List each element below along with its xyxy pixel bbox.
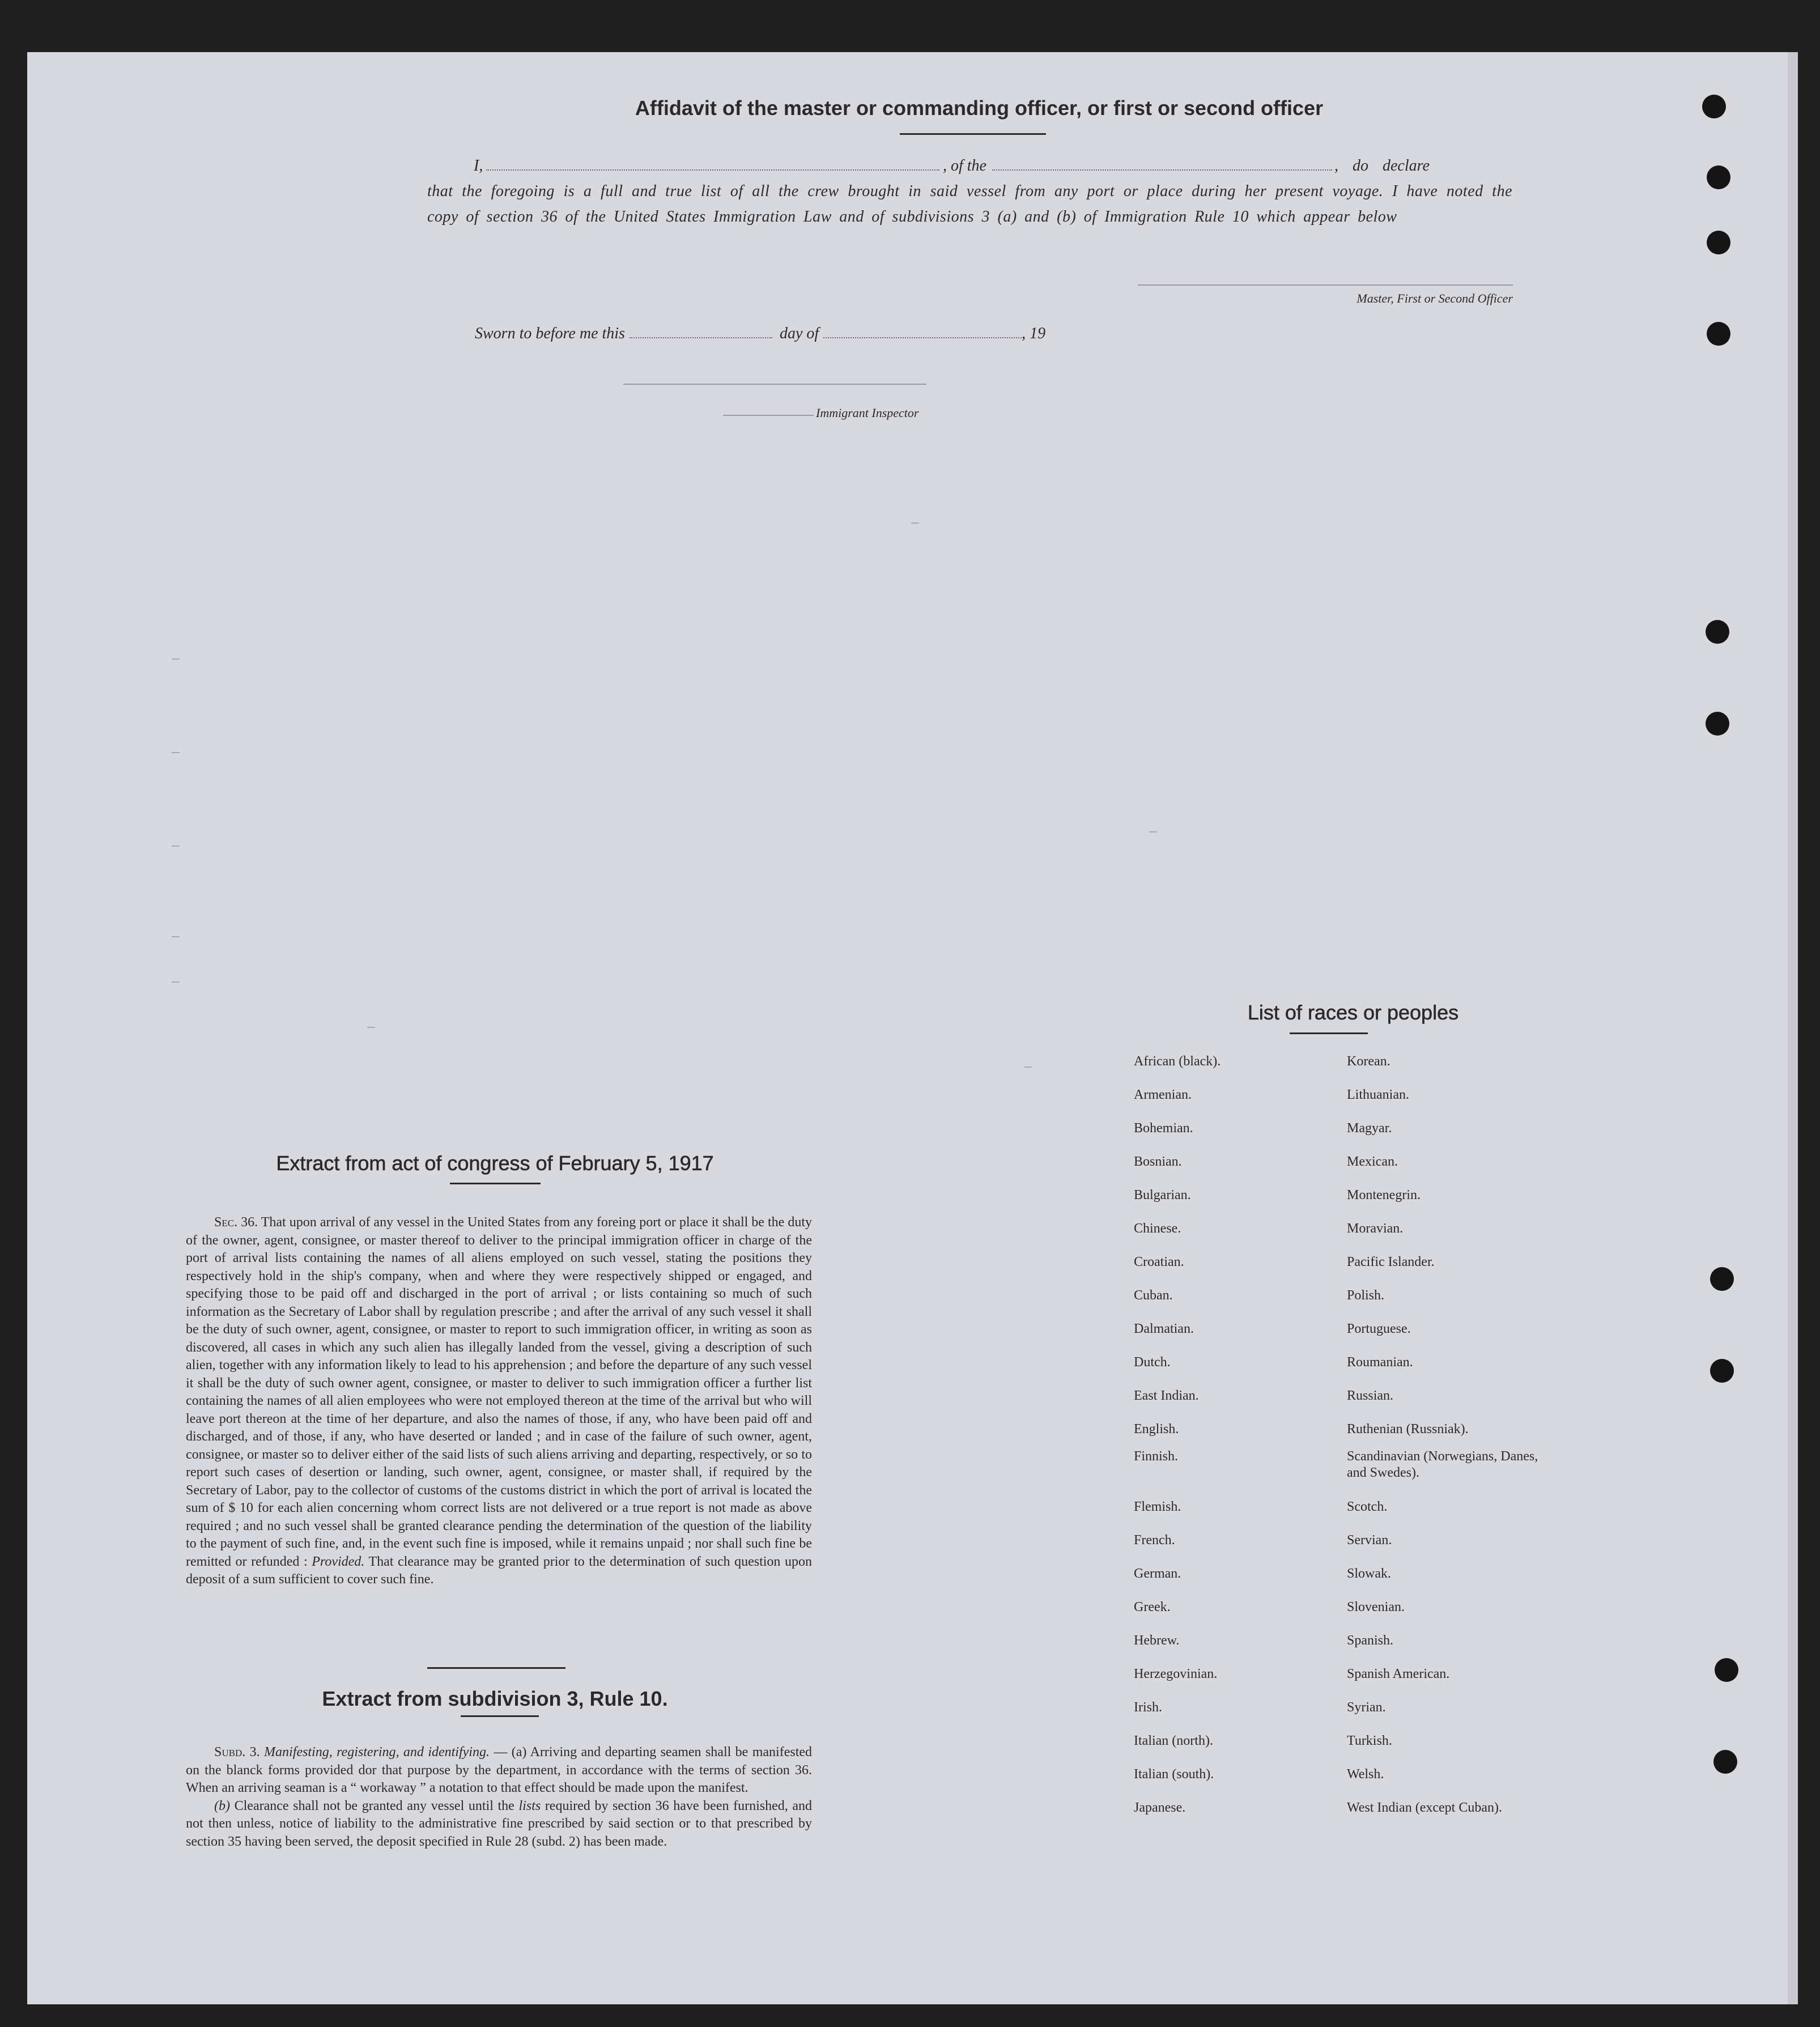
- sworn-month-field[interactable]: [823, 323, 1022, 338]
- section-36-paragraph: [186, 1214, 812, 1589]
- signature-label: Master, First or Second Officer: [1357, 291, 1513, 305]
- para-a-text: Arriving and departing seamen shall be manifested on the blanck forms provided dor that purpose by the department, in accordance with the terms of section 36. When an arriving seaman is a “ workaway ” a notation to that effect should be made upon the manifest.: [186, 1745, 813, 1795]
- margin-speck: [367, 1027, 375, 1028]
- margin-speck: [172, 658, 180, 660]
- race-item: African (black).: [1134, 1054, 1221, 1069]
- provided-word: Provided.: [312, 1554, 365, 1569]
- race-item: Lithuanian.: [1347, 1087, 1409, 1102]
- race-item: Greek.: [1134, 1600, 1171, 1614]
- margin-speck: [172, 752, 180, 753]
- race-item: Ruthenian (Russniak).: [1347, 1422, 1469, 1437]
- sec-36-text-end: That clearance may be granted prior to the determination of such question upon deposit of a sum sufficient to cover such fine.: [186, 1554, 812, 1587]
- margin-speck: [1024, 1066, 1032, 1068]
- sworn-prefix: Sworn to before me this: [475, 325, 625, 343]
- races-left-column: [1134, 1045, 1338, 1825]
- para-a-mark: — (a): [494, 1745, 527, 1760]
- sec-36-text: That upon arrival of any vessel in the United States from any foreing port or place it shall be the duty of the owner, agent, consignee, or master thereof to deliver to the principal immigration officer in charge of the port of arrival lists containing the names of all aliens employed on such vessel, stating the positions they respectively hold in the ship's company, when and where they were respectively shipped or engaged, and specifying those to be paid off and discharged in the port of arrival ; or lists containing so much of such information as the Secretary of Labor shall by regulation prescribe ; and after the arrival of any such vessel it shall be the duty of such owner, agent, consignee, or master to report to such immigration officer, in writing as soon as discovered, all cases in which any such alien has illegally landed from the vessel, giving a description of such alien, together with any information likely to lead to his apprehension ; and before the departure of any such vessel it shall be the duty of such owner agent, consignee, or master to deliver to such immigration officer a further list containing the names of all alien employees who were not employed thereon at the time of the arrival but who will leave port thereon at the time of her departure, and also the names of those, if any, who have been paid off and discharged, and of those, if any, who have deserted or landed ; and in case of the failure of such owner, agent, consignee, or master so to deliver either of the said lists of such aliens arriving and departing, respectively, or so to report such cases of desertion or landing, such owner, agent, consignee, or master shall, if required by the Secretary of Labor, pay to the collector of customs of the customs district in which the port of arrival is located the sum of $ 10 for each alien concerning whom correct lists are not delivered or a true report is not made as above required ; and no such vessel shall be granted clearance pending the determination of the question of the liability to the payment of such fine, and, in the event such fine is imposed, while it remains unpaid ; nor shall such fine be remitted or refunded :: [186, 1215, 813, 1569]
- para-b-mark: (b): [214, 1798, 230, 1813]
- para-b-post: required by section 36 have been furnished, and not then unless, notice of liability to the administrative fine prescribed by said section or to that prescribed by section 35 having been served, the deposit specified in Rule 28 (subd. 2) has been made.: [186, 1798, 813, 1849]
- race-item: Bulgarian.: [1134, 1188, 1191, 1202]
- margin-speck: [172, 845, 180, 847]
- inspector-signature-line[interactable]: [623, 384, 926, 385]
- rule-extract-title: Extract from subdivision 3, Rule 10.: [322, 1687, 668, 1710]
- vessel-name-field[interactable]: [992, 155, 1332, 171]
- affidavit-declaration-line: [427, 153, 1515, 179]
- race-item: Syrian.: [1347, 1700, 1386, 1715]
- act-extract-title: Extract from act of congress of February 5, 1917: [276, 1151, 714, 1175]
- rule-title-underline: [461, 1715, 539, 1717]
- race-item: French.: [1134, 1533, 1175, 1548]
- race-item: Japanese.: [1134, 1800, 1186, 1815]
- subd-3-paragraph-b: [186, 1797, 812, 1851]
- act-title-underline: [450, 1183, 541, 1184]
- punch-hole: [1715, 1658, 1738, 1682]
- subd-heading: Manifesting, registering, and identifying.: [264, 1745, 490, 1760]
- inspector-short-line: [723, 415, 814, 416]
- race-item: Spanish.: [1347, 1633, 1394, 1648]
- races-title: List of races or peoples: [1247, 1001, 1459, 1024]
- race-item: Italian (north).: [1134, 1733, 1213, 1748]
- race-item: Magyar.: [1347, 1121, 1392, 1136]
- race-item: Russian.: [1347, 1388, 1394, 1403]
- race-item: West Indian (except Cuban).: [1347, 1800, 1502, 1815]
- race-item: Pacific Islander.: [1347, 1255, 1435, 1269]
- race-item: Croatian.: [1134, 1255, 1184, 1269]
- punch-hole: [1707, 231, 1730, 254]
- para-b-lists: lists: [518, 1798, 541, 1813]
- section-separator: [427, 1667, 565, 1669]
- race-item: Cuban.: [1134, 1288, 1173, 1303]
- race-item: Roumanian.: [1347, 1355, 1413, 1370]
- race-item: Herzegovinian.: [1134, 1667, 1218, 1681]
- race-item: Servian.: [1347, 1533, 1392, 1548]
- race-item: Hebrew.: [1134, 1633, 1180, 1648]
- race-item: East Indian.: [1134, 1388, 1199, 1403]
- race-item: Bosnian.: [1134, 1154, 1182, 1169]
- signature-line[interactable]: [1138, 284, 1513, 286]
- sec-label: Sec. 36.: [214, 1215, 258, 1230]
- punch-hole: [1710, 1267, 1734, 1291]
- margin-speck: [172, 981, 180, 983]
- race-item: German.: [1134, 1566, 1181, 1581]
- race-item: Moravian.: [1347, 1221, 1404, 1236]
- act-extract-text: [186, 1214, 812, 1589]
- race-item: Slovenian.: [1347, 1600, 1405, 1614]
- punch-hole: [1706, 620, 1729, 644]
- race-item: English.: [1134, 1422, 1179, 1437]
- race-item: Italian (south).: [1134, 1767, 1214, 1782]
- margin-speck: [911, 522, 919, 524]
- punch-hole: [1710, 1359, 1734, 1383]
- punch-hole: [1707, 165, 1730, 189]
- race-item: Armenian.: [1134, 1087, 1192, 1102]
- race-item: Scandinavian (Norwegians, Danes, and Swedes).: [1347, 1449, 1538, 1480]
- race-item: Bohemian.: [1134, 1121, 1193, 1136]
- form-page: [27, 52, 1798, 2004]
- race-item: Scotch.: [1347, 1499, 1388, 1514]
- affidavit-I-label: I,: [474, 157, 483, 175]
- subd-label: Subd. 3.: [214, 1745, 260, 1760]
- inspector-label: Immigrant Inspector: [816, 406, 919, 420]
- race-item: Polish.: [1347, 1288, 1385, 1303]
- affidavit-body: that the foregoing is a full and true list of all the crew brought in said vessel from any port or place during her present voyage. I have noted the copy of section 36 of the United States Immigration Law and of subdivisions 3 (a) and (b) of Immigration Rule 10 which appear below: [427, 182, 1512, 226]
- races-right-column: [1347, 1045, 1585, 1825]
- race-item: Dutch.: [1134, 1355, 1171, 1370]
- punch-hole: [1713, 1750, 1737, 1774]
- rule-extract-text: [186, 1744, 812, 1851]
- affidavit-declare-label: , do declare: [1334, 157, 1430, 175]
- races-title-underline: [1290, 1032, 1368, 1034]
- race-item: Spanish American.: [1347, 1667, 1450, 1681]
- race-item: Finnish.: [1134, 1449, 1179, 1464]
- race-item: Montenegrin.: [1347, 1188, 1421, 1202]
- margin-speck: [172, 936, 180, 937]
- race-item: Mexican.: [1347, 1154, 1398, 1169]
- master-name-field[interactable]: [486, 155, 939, 171]
- affidavit-title-underline: [900, 133, 1046, 135]
- race-item: Turkish.: [1347, 1733, 1392, 1748]
- margin-speck: [1149, 831, 1157, 832]
- race-item: Slowak.: [1347, 1566, 1391, 1581]
- race-item: Welsh.: [1347, 1767, 1384, 1782]
- race-item: Flemish.: [1134, 1499, 1181, 1514]
- race-item: Chinese.: [1134, 1221, 1181, 1236]
- sworn-day-of: day of: [779, 325, 819, 343]
- affidavit-title: Affidavit of the master or commanding officer, or first or second officer: [635, 96, 1324, 120]
- para-b-pre: Clearance shall not be granted any vessel until the: [234, 1798, 514, 1813]
- affidavit-of-the-label: , of the: [943, 157, 986, 175]
- race-item: Irish.: [1134, 1700, 1162, 1715]
- race-item: Korean.: [1347, 1054, 1390, 1069]
- race-item: Dalmatian.: [1134, 1321, 1194, 1336]
- sworn-year: , 19: [1022, 325, 1046, 343]
- subd-3-paragraph-a: [186, 1744, 812, 1797]
- punch-hole: [1702, 95, 1726, 118]
- race-item: Portuguese.: [1347, 1321, 1411, 1336]
- punch-hole: [1706, 712, 1729, 736]
- punch-hole: [1707, 322, 1730, 346]
- sworn-day-field[interactable]: [630, 323, 772, 338]
- sworn-line: [475, 323, 1155, 343]
